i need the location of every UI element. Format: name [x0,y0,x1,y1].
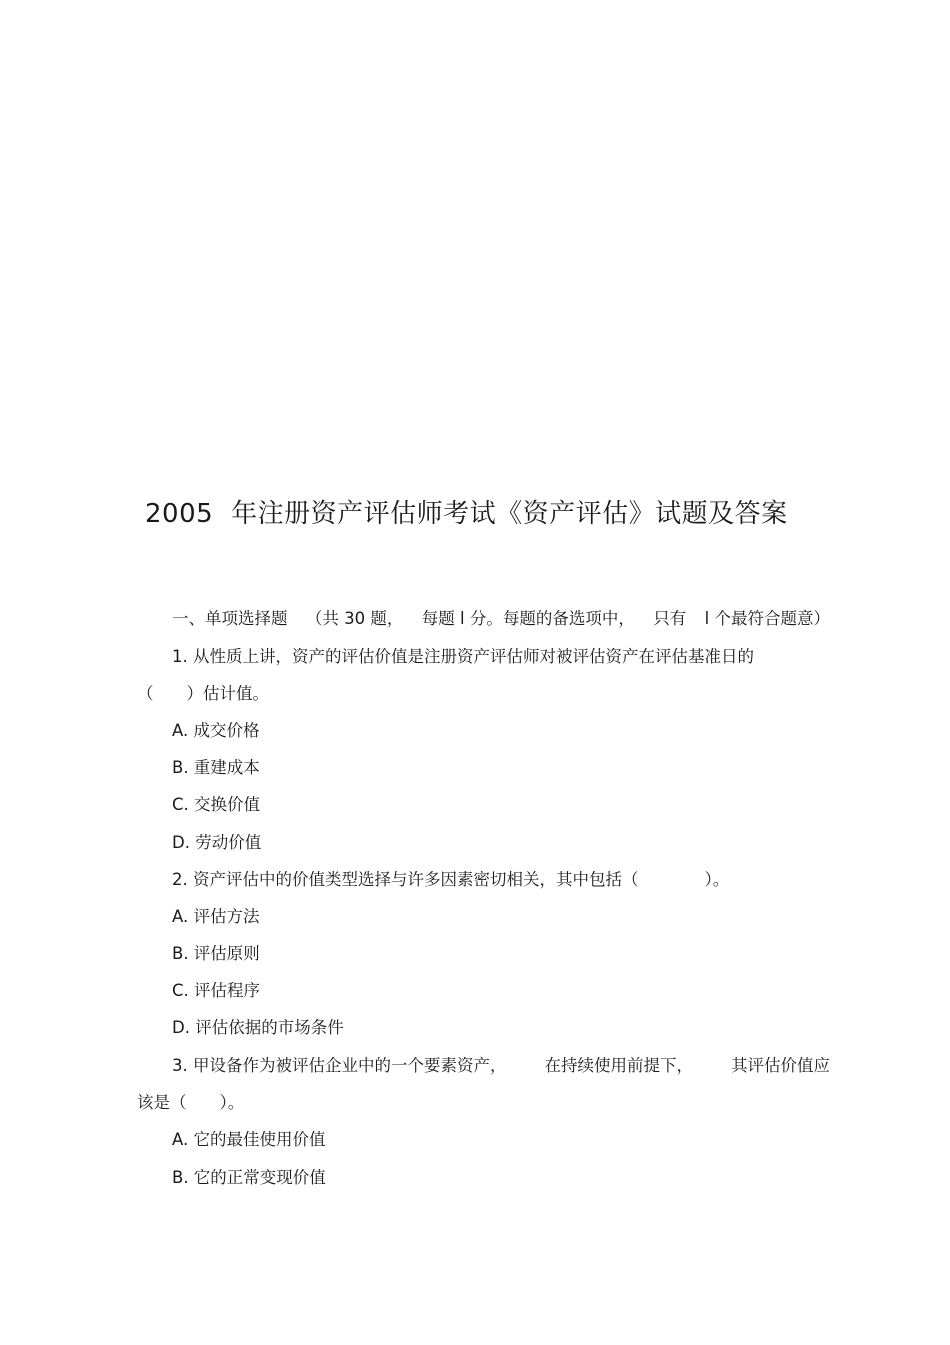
question-2-option-c: C. 评估程序 [172,981,261,1000]
section-heading-part: 一、单项选择题 [172,609,288,628]
question-3-option-b: B. 它的正常变现价值 [172,1168,326,1187]
question-2-option-b: B. 评估原则 [172,944,260,963]
section-heading-part: 每题 l 分。每题的备选项中， [421,609,635,628]
title-text: 年注册资产评估师考试《资产评估》试题及答案 [231,499,788,529]
question-3-line-2: 该是（ ）。 [137,1093,245,1112]
question-1-option-c: C. 交换价值 [172,795,261,814]
question-3-line-1-part: 3. 甲设备作为被评估企业中的一个要素资产， [172,1056,507,1075]
question-3-line-1-part: 在持续使用前提下， [544,1056,693,1075]
question-1-option-a: A. 成交价格 [172,721,260,740]
question-3-option-a: A. 它的最佳使用价值 [172,1130,326,1149]
question-2-line-1: 2. 资产评估中的价值类型选择与许多因素密切相关，其中包括（ ）。 [172,870,730,889]
question-1-option-d: D. 劳动价值 [172,833,262,852]
question-1-line-2: （ ）估计值。 [137,684,269,703]
question-3-line-1-part: 其评估价值应 [731,1056,830,1075]
question-1-line-1: 1. 从性质上讲，资产的评估价值是注册资产评估师对被评估资产在评估基准日的 [172,647,754,666]
section-heading-part: （共 30 题， [305,609,404,628]
title-year: 2005 [145,499,214,529]
section-heading-part: l 个最符合题意） [704,609,830,628]
section-heading-part: 只有 [653,609,687,628]
question-3-line-1 [172,1054,830,1078]
document-title [145,494,845,534]
question-2-option-a: A. 评估方法 [172,907,260,926]
question-2-option-d: D. 评估依据的市场条件 [172,1018,344,1037]
question-1-option-b: B. 重建成本 [172,758,260,777]
section-heading [172,607,830,631]
